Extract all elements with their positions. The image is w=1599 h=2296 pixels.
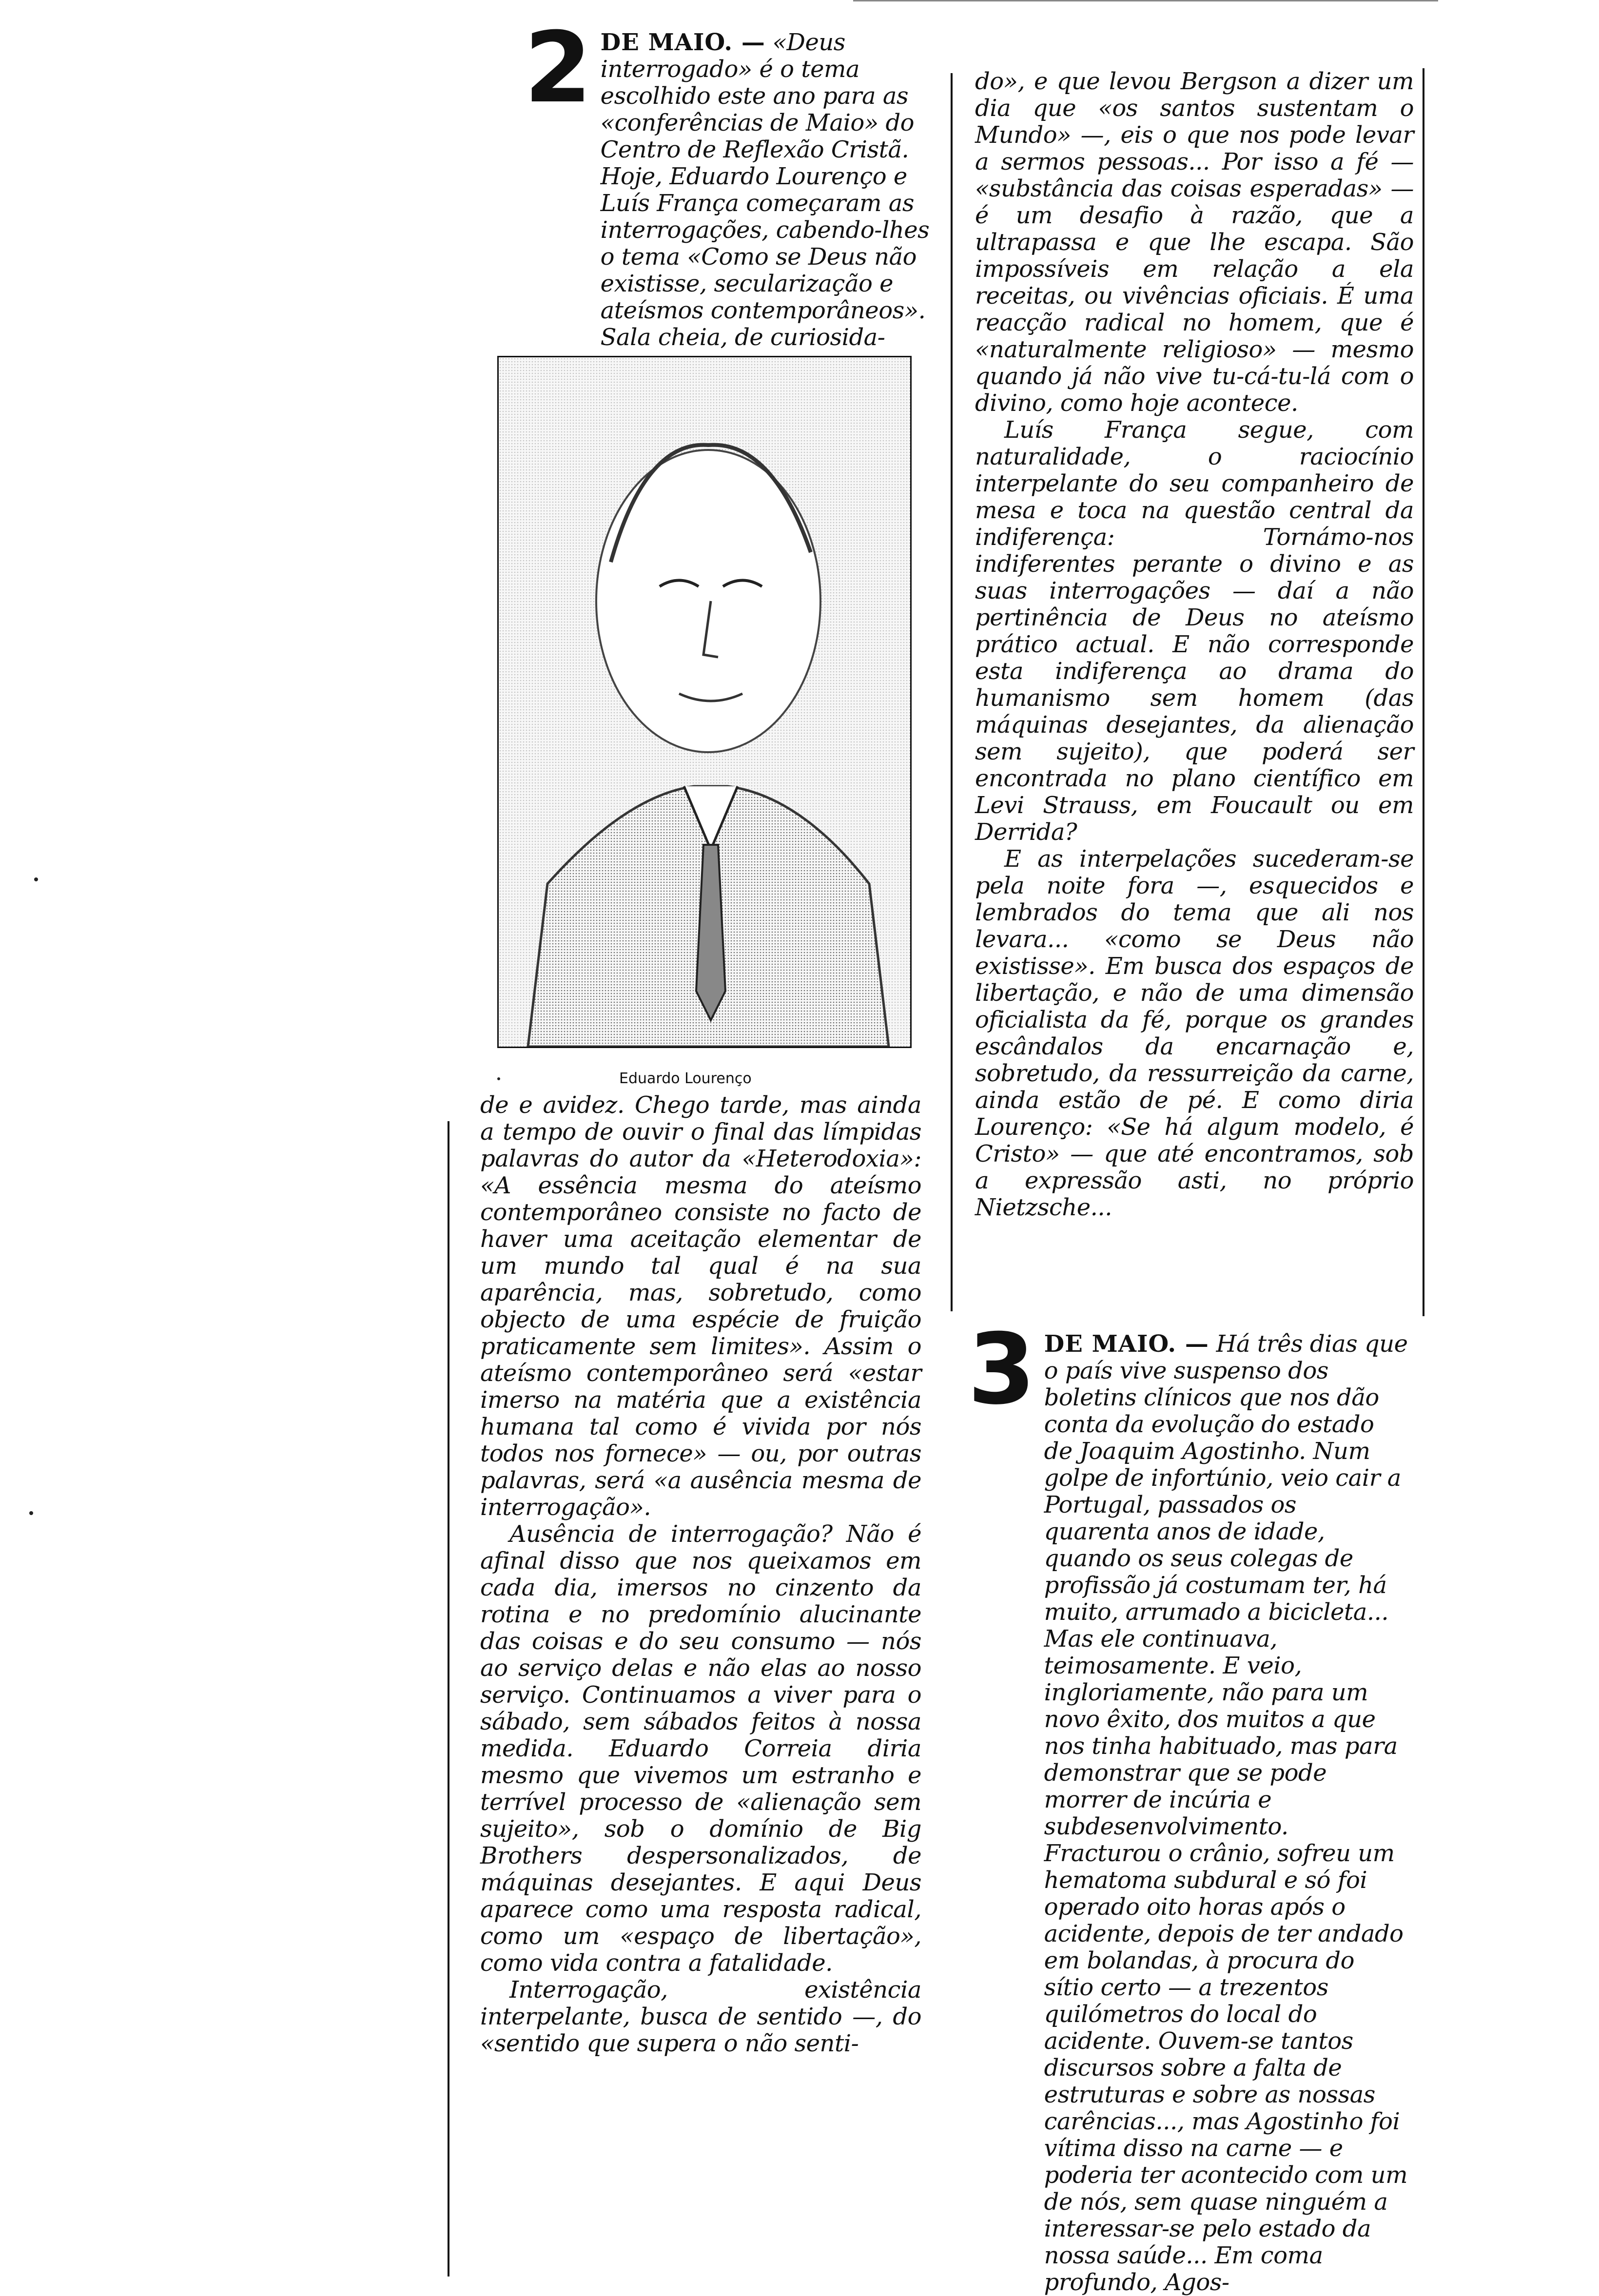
paragraph: Luís França segue, com naturalidade, o raciocínio interpelante do seu companheiro de mesa e toca na questão central da indiferença: Tornámo-nos indiferentes perante o divino e as suas interrogações — daí a não pertinência de Deus no ateísmo prático actual. E não corresponde esta indiferença ao drama do humanismo sem homem (das máquinas desejantes, da alienação sem sujeito), que poderá ser encontrada no plano científico em Levi Strauss, em Foucault ou em Derrida?: [975, 416, 1414, 846]
scan-mark-dot: [497, 1077, 500, 1080]
article-left-lead: [524, 11, 941, 351]
portrait-image: [499, 357, 910, 1047]
paragraph: do», e que levou Bergson a dizer um dia que «os santos sustentam o Mundo» —, eis o que nos pode levar a sermos pessoas... Por isso a fé — «substância das coisas esperadas» — é um desafio à razão, que a ultrapassa e que lhe escapa. São impossíveis em relação a ela receitas, ou vivências oficiais. É uma reacção radical no homem, que é «naturalmente religioso» — mesmo quando já não vive tu-cá-tu-lá com o divino, como hoje acontece.: [975, 68, 1414, 417]
scan-mark-dot: [29, 1511, 33, 1515]
left-border-rule: [448, 1121, 449, 2277]
date-heading: DE MAIO. —: [1044, 1330, 1209, 1358]
date-heading: DE MAIO. —: [600, 29, 765, 56]
lead-text: Há três dias que o país vive suspenso dos boletins clínicos que nos dão conta da evolução do estado de Joaquim Agostinho. Num golpe de infortúnio, veio cair a Portugal, passados os quarenta anos de idade, quando os seus colegas de profissão já costumam ter, há muito, arrumado a bicicleta... Mas ele continuava, teimosamente. E veio, ingloriamente, não para um novo êxito, dos muitos a que nos tinha habituado, mas para demonstrar que se pode morrer de incúria e subdesenvolvimento. Fracturou o crânio, sofreu um hematoma subdural e só foi operado oito horas após o acidente, depois de ter andado em bolandas, à procura do sítio certo — a trezentos quilómetros do local do acidente. Ouvem-se tantos discursos sobre a falta de estruturas e sobre as nossas carências..., mas Agostinho foi vítima disso na carne — e poderia ter acontecido com um de nós, sem quase ninguém a interessar-se pelo estado da nossa saúde... Em coma profundo, Agos-: [1044, 1330, 1408, 2296]
dropcap: 3: [968, 1313, 1035, 1426]
paragraph: E as interpelações sucederam-se pela noite fora —, esquecidos e lembrados do tema que ali nos levara... «como se Deus não existisse». Em busca dos espaços de libertação, e não de uma dimensão oficialista da fé, porque os grandes escândalos da encarnação e, sobretudo, da ressurreição da carne, ainda estão de pé. E como diria Lourenço: «Se há algum modelo, é Cristo» — que até encontramos, sob a expressão asti, no próprio Nietzsche...: [975, 845, 1414, 1221]
scan-mark-top: [853, 0, 1438, 1]
article-second: [968, 1313, 1409, 2296]
paragraph: Ausência de interrogação? Não é afinal disso que nos queixamos em cada dia, imersos no cinzento da rotina e no predomínio alucinante das coisas e do seu consumo — nós ao serviço delas e não elas ao nosso serviço. Continuamos a viver para o sábado, sem sábados feitos à nossa medida. Eduardo Correia diria mesmo que vivemos um estranho e terrível processo de «alienação sem sujeito», sob o domínio de Big Brothers despersonalizados, de máquinas desejantes. E aqui Deus aparece como uma resposta radical, como um «espaço de libertação», como vida contra a fatalidade.: [480, 1520, 921, 1977]
column-divider: [951, 73, 953, 1311]
article-left-body: [480, 1092, 921, 2057]
lead-text: «Deus interrogado» é o tema escolhido este ano para as «conferências de Maio» do Centro de Reflexão Cristã. Hoje, Eduardo Lourenço e Luís França começaram as interrogações, cabendo-lhes o tema «Como se Deus não existisse, secularização e ateísmos contemporâneos». Sala cheia, de curiosida-: [600, 29, 930, 351]
dropcap: 2: [524, 11, 592, 125]
right-border-rule: [1423, 68, 1424, 1316]
article-right-body: [975, 68, 1414, 1221]
scan-mark-dot: [34, 877, 38, 881]
paragraph: de e avidez. Chego tarde, mas ainda a tempo de ouvir o final das límpidas palavras do autor da «Heterodoxia»: «A essência mesma do ateísmo contemporâneo consiste no facto de haver uma aceitação elementar de um mundo tal qual é na sua aparência, mas, sobretudo, como objecto de uma espécie de fruição praticamente sem limites». Assim o ateísmo contemporâneo será «estar imerso na matéria que a existência humana tal como é vivida por nós todos nos fornece» — ou, por outras palavras, será «a ausência mesma de interrogação».: [480, 1091, 921, 1521]
photo-caption: Eduardo Lourenço: [619, 1070, 752, 1087]
portrait-photo: [497, 356, 912, 1048]
paragraph: Interrogação, existência interpelante, busca de sentido —, do «sentido que supera o não senti-: [480, 1976, 921, 2057]
